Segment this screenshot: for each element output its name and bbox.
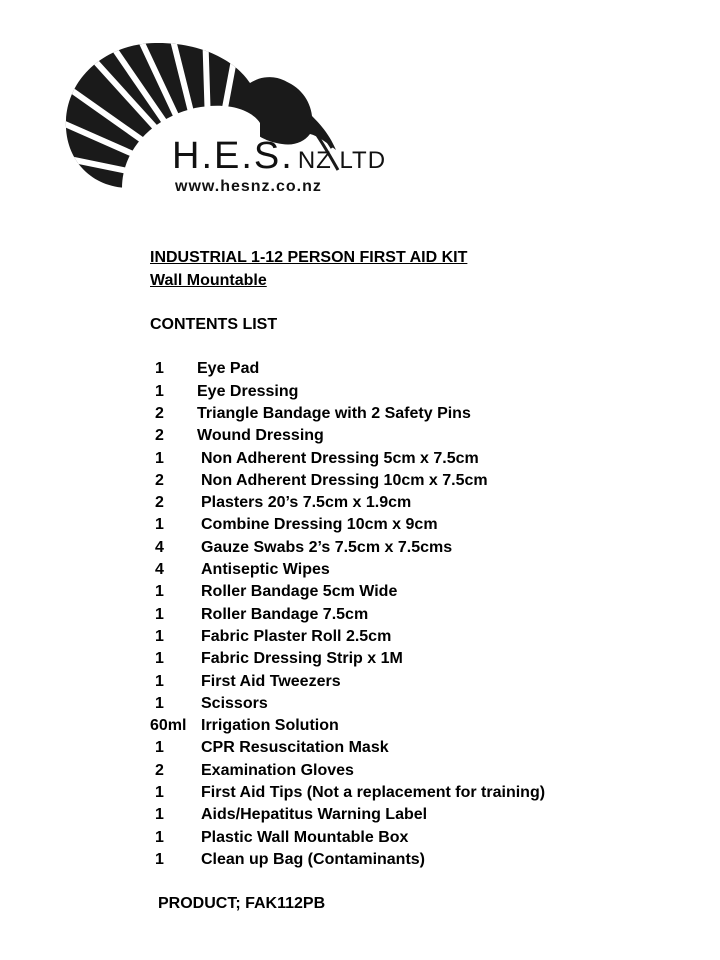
list-item xyxy=(150,671,545,693)
item-quantity: 2 xyxy=(155,494,164,512)
item-quantity: 2 xyxy=(155,471,164,489)
item-quantity: 60ml xyxy=(150,717,187,735)
contents-list-heading: CONTENTS LIST xyxy=(150,316,278,333)
item-quantity: 1 xyxy=(155,850,164,868)
item-quantity: 4 xyxy=(155,538,164,556)
kit-subtitle: Wall Mountable xyxy=(150,271,267,289)
list-item xyxy=(150,782,545,804)
item-quantity: 1 xyxy=(155,449,164,467)
item-quantity: 1 xyxy=(155,739,164,757)
item-description: Plastic Wall Mountable Box xyxy=(201,828,409,846)
item-quantity: 1 xyxy=(155,806,164,824)
item-description: Antiseptic Wipes xyxy=(201,561,330,579)
list-item xyxy=(150,559,545,581)
list-item xyxy=(150,604,545,626)
list-item xyxy=(150,537,545,559)
item-description: Roller Bandage 5cm Wide xyxy=(201,583,398,601)
list-item xyxy=(150,425,545,447)
item-quantity: 2 xyxy=(155,761,164,779)
item-description: Gauze Swabs 2’s 7.5cm x 7.5cms xyxy=(201,538,453,556)
brand-name xyxy=(172,137,386,175)
item-quantity: 1 xyxy=(155,516,164,534)
item-description: Fabric Plaster Roll 2.5cm xyxy=(201,627,392,645)
item-description: Plasters 20’s 7.5cm x 1.9cm xyxy=(201,494,412,512)
item-description: Combine Dressing 10cm x 9cm xyxy=(201,516,438,534)
list-item xyxy=(150,648,545,670)
item-description: Fabric Dressing Strip x 1M xyxy=(201,650,403,668)
item-description: First Aid Tweezers xyxy=(201,672,341,690)
item-quantity: 1 xyxy=(155,694,164,712)
list-item xyxy=(150,738,545,760)
item-quantity: 2 xyxy=(155,405,164,422)
list-item xyxy=(150,715,545,737)
list-item xyxy=(150,626,545,648)
item-quantity: 2 xyxy=(155,427,164,445)
list-item xyxy=(150,804,545,826)
list-item xyxy=(150,448,545,470)
item-description: Roller Bandage 7.5cm xyxy=(201,605,369,623)
list-item xyxy=(150,827,545,849)
item-quantity: 1 xyxy=(155,672,164,690)
brand-main: H.E.S. xyxy=(172,135,294,177)
item-description: Triangle Bandage with 2 Safety Pins xyxy=(197,405,471,422)
item-quantity: 1 xyxy=(155,650,164,668)
item-description: Irrigation Solution xyxy=(201,717,339,735)
product-code: PRODUCT; FAK112PB xyxy=(158,895,326,913)
list-item xyxy=(150,760,545,782)
list-item xyxy=(150,581,545,603)
item-quantity: 1 xyxy=(155,828,164,846)
item-description: Examination Gloves xyxy=(201,761,354,779)
list-item xyxy=(150,359,545,381)
list-item xyxy=(150,470,545,492)
item-description: Aids/Hepatitus Warning Label xyxy=(201,806,428,824)
item-quantity: 1 xyxy=(155,583,164,601)
item-quantity: 1 xyxy=(155,627,164,645)
website-link[interactable]: www.hesnz.co.nz xyxy=(175,178,322,195)
list-item xyxy=(150,693,545,715)
contents-list xyxy=(150,359,545,872)
brand-suffix: NZ LTD xyxy=(297,147,387,174)
item-quantity: 4 xyxy=(155,561,164,579)
item-description: Wound Dressing xyxy=(197,427,324,445)
kit-title: INDUSTRIAL 1-12 PERSON FIRST AID KIT xyxy=(150,249,468,266)
item-description: CPR Resuscitation Mask xyxy=(201,739,389,757)
item-description: Scissors xyxy=(201,694,268,712)
item-quantity: 1 xyxy=(155,605,164,623)
item-description: Eye Pad xyxy=(197,360,260,378)
item-quantity: 1 xyxy=(155,784,164,802)
item-quantity: 1 xyxy=(155,382,164,400)
item-quantity: 1 xyxy=(155,360,164,378)
item-description: Non Adherent Dressing 10cm x 7.5cm xyxy=(201,471,488,489)
list-item xyxy=(150,381,545,403)
item-description: Eye Dressing xyxy=(197,382,299,400)
list-item xyxy=(150,492,545,514)
list-item xyxy=(150,849,545,871)
list-item xyxy=(150,515,545,537)
item-description: Clean up Bag (Contaminants) xyxy=(201,850,426,868)
item-description: Non Adherent Dressing 5cm x 7.5cm xyxy=(201,449,479,467)
company-logo xyxy=(60,38,387,203)
item-description: First Aid Tips (Not a replacement for training) xyxy=(201,784,546,802)
list-item xyxy=(150,403,545,425)
kit-contents-document xyxy=(150,247,545,916)
